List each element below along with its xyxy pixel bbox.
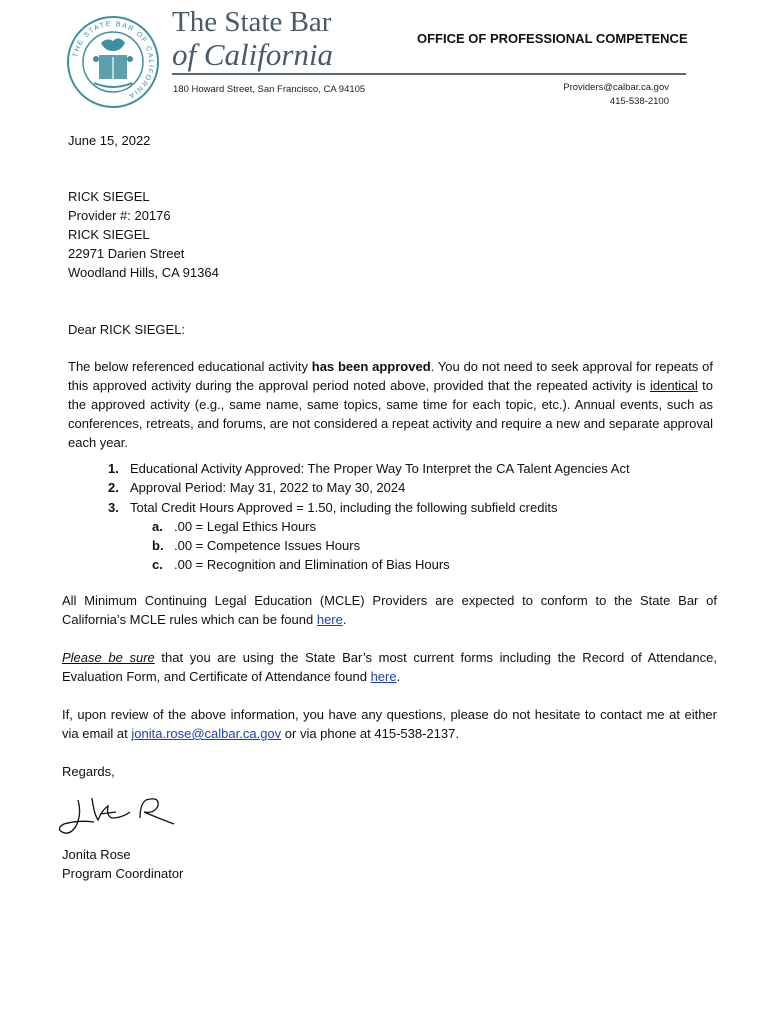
- addressee-street: 22971 Darien Street: [68, 246, 185, 261]
- list-item: 1. Educational Activity Approved: The Proper Way To Interpret the CA Talent Agencies Act: [108, 461, 630, 476]
- state-bar-seal-logo: [66, 15, 160, 109]
- mcle-rules-paragraph: All Minimum Continuing Legal Education (MCLE) Providers are expected to conform to the State Bar of California’s MCLE rules which can be found here.: [62, 593, 717, 627]
- signer-block: [62, 845, 183, 883]
- office-email: Providers@calbar.ca.gov: [563, 82, 669, 93]
- letterhead-divider: [172, 73, 686, 75]
- addressee-contact: RICK SIEGEL: [68, 227, 150, 242]
- please-be-sure-emphasis: Please be sure: [62, 650, 155, 665]
- mcle-rules-link[interactable]: here: [316, 612, 343, 627]
- provider-number: Provider #: 20176: [68, 208, 171, 223]
- contact-paragraph: If, upon review of the above information, you have any questions, please do not hesitate to contact me at either via email at jonita.rose@calbar.ca.gov or via phone at 415-538-2137.: [62, 707, 717, 741]
- office-phone: 415-538-2100: [609, 96, 669, 107]
- identical-emphasis: identical: [650, 378, 698, 393]
- closing: Regards,: [62, 764, 115, 779]
- contact-email-link[interactable]: jonita.rose@calbar.ca.gov: [131, 726, 282, 741]
- sub-list-item: b. .00 = Competence Issues Hours: [152, 538, 361, 554]
- approval-details-list: [108, 459, 630, 575]
- list-item: 2. Approval Period: May 31, 2022 to May 30, 2024: [108, 480, 406, 496]
- approved-emphasis: has been approved: [311, 359, 431, 374]
- svg-text:THE STATE BAR OF CALIFORNIA: THE STATE BAR OF CALIFORNIA: [72, 20, 155, 100]
- office-address: 180 Howard Street, San Francisco, CA 94105: [173, 84, 366, 95]
- salutation: Dear RICK SIEGEL:: [68, 322, 186, 337]
- approval-paragraph: The below referenced educational activity has been approved. You do not need to seek approval for repeats of this approved activity during the approval period noted above, provided that the repeated activity is identical to the approved activity (e.g., same name, same topics, same time for each topic, etc.). Annual events, such as conferences, retreats, and forums, are not considered a repeat activity and require a new and separate approval each year.: [68, 359, 713, 450]
- forms-link[interactable]: here: [370, 669, 397, 684]
- handwritten-signature: [56, 790, 196, 840]
- addressee-block: [68, 187, 219, 282]
- list-item: 3. Total Credit Hours Approved = 1.50, including the following subfield credits: [108, 499, 558, 515]
- sub-list-item: a. .00 = Legal Ethics Hours: [152, 518, 316, 534]
- addressee-name: RICK SIEGEL: [68, 189, 150, 204]
- forms-paragraph: Please be sure that you are using the State Bar’s most current forms including the Record of Attendance, Evaluation Form, and Certificate of Attendance found here.: [62, 650, 717, 684]
- signer-title: Program Coordinator: [62, 866, 184, 881]
- letter-date: June 15, 2022: [68, 133, 151, 148]
- office-title: OFFICE OF PROFESSIONAL COMPETENCE: [417, 31, 688, 46]
- signer-name: Jonita Rose: [62, 847, 131, 862]
- addressee-city: Woodland Hills, CA 91364: [68, 265, 219, 280]
- sub-list-item: c. .00 = Recognition and Elimination of Bias Hours: [152, 557, 450, 573]
- org-name-line1: The State Bar: [172, 6, 332, 38]
- org-name-line2: of California: [172, 37, 334, 72]
